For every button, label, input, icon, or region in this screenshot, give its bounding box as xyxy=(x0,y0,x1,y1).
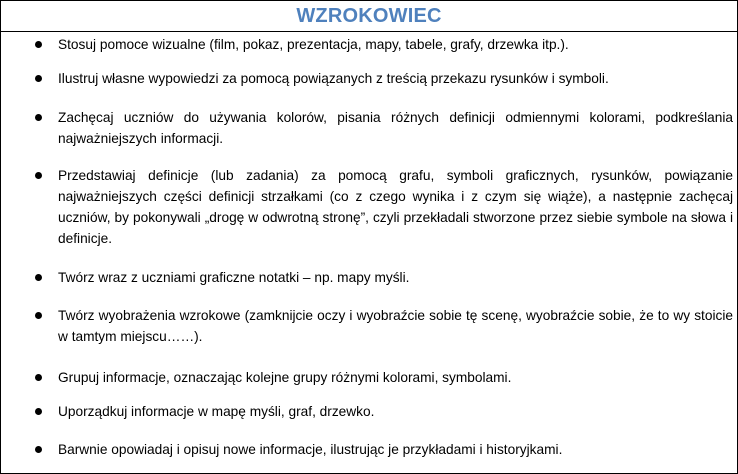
list-item-text: Stosuj pomoce wizualne (film, pokaz, prezentacja, mapy, tabele, grafy, drzewka itp.). xyxy=(58,37,569,52)
title-bar xyxy=(1,1,737,32)
bullet-icon xyxy=(35,75,42,82)
list-item-text: Ilustruj własne wypowiedzi za pomocą powiązanych z treścią przekazu rysunków i symboli. xyxy=(58,71,609,86)
list-item-text: Przedstawiaj definicje (lub zadania) za pomocą grafu, symboli graficznych, rysunków, powiązanie najważniejszych części definicji strzałkami (co z czego wynika i z czym się wiąże), a następnie zachęcaj uczniów, by pokonywali „drogę w odwrotną stronę”, czyli przekładali stworzone przez siebie symbole na słowa i definicje. xyxy=(58,168,733,246)
bullet-icon xyxy=(35,374,42,381)
bullet-icon xyxy=(35,446,42,453)
list-item-text: Grupuj informacje, oznaczając kolejne grupy różnymi kolorami, symbolami. xyxy=(58,370,512,385)
bullet-icon xyxy=(35,408,42,415)
list-item-text: Barwnie opowiadaj i opisuj nowe informacje, ilustrując je przykładami i historyjkami. xyxy=(58,442,563,457)
bullet-icon xyxy=(35,114,42,121)
list-item-text: Zachęcaj uczniów do używania kolorów, pisania różnych definicji odmiennymi kolorami, podkreślania najważniejszych informacji. xyxy=(58,110,733,146)
bullet-icon xyxy=(35,274,42,281)
bullet-icon xyxy=(35,41,42,48)
list-item-text: Uporządkuj informacje w mapę myśli, graf, drzewko. xyxy=(58,404,375,419)
bullet-icon xyxy=(35,312,42,319)
bullet-icon xyxy=(35,172,42,179)
list-item-text: Twórz wraz z uczniami graficzne notatki – np. mapy myśli. xyxy=(58,270,410,285)
list-item-text: Twórz wyobrażenia wzrokowe (zamknijcie oczy i wyobraźcie sobie tę scenę, wyobraźcie sobie, że to wy stoicie w tamtym miejscu……). xyxy=(58,308,733,344)
page-title: WZROKOWIEC xyxy=(296,5,442,27)
